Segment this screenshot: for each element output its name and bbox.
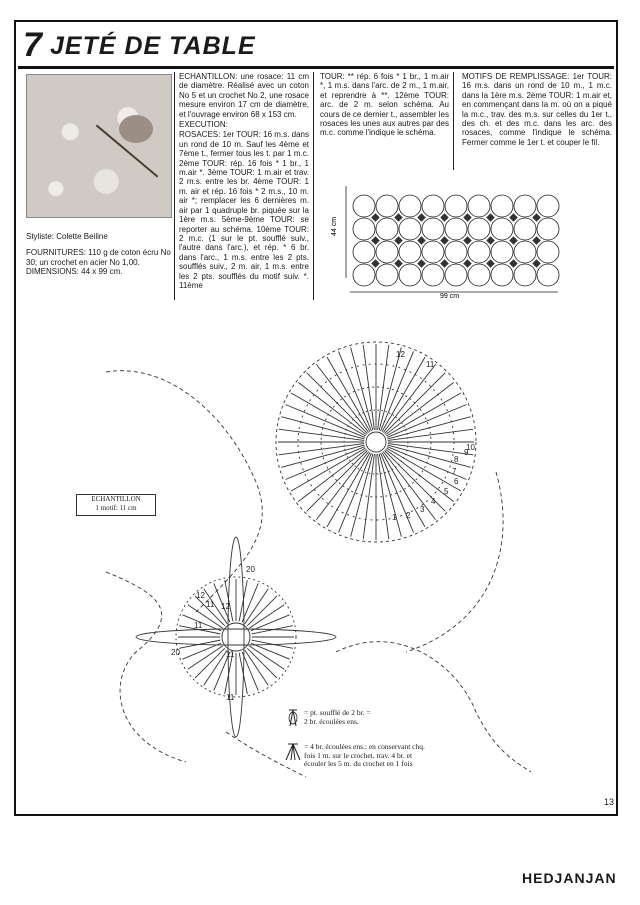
filler-cell [440, 236, 448, 244]
rosette-cell [445, 218, 467, 240]
width-label: 99 cm [440, 293, 460, 300]
rosette-cell [468, 241, 490, 263]
stitch-mark [388, 444, 473, 455]
rosette-cell [537, 218, 559, 240]
filler-cell [532, 213, 540, 221]
round-number: 10 [466, 443, 475, 452]
round-number: 12 [396, 350, 405, 359]
rosette-cell [353, 218, 375, 240]
round-number: 6 [454, 477, 459, 486]
round-number: 8 [454, 455, 459, 464]
round-number: 3 [420, 505, 425, 514]
rosette-cell [514, 264, 536, 286]
rosette-cell [376, 264, 398, 286]
filler-cell [486, 259, 494, 267]
rosette-cell [514, 241, 536, 263]
rosette-cell [537, 264, 559, 286]
stitch-mark [307, 450, 368, 511]
round-numbers [171, 350, 475, 702]
materials-block [26, 248, 176, 277]
layout-diagram [328, 182, 568, 300]
instructions-column-2 [316, 72, 454, 170]
round-number: 5 [444, 487, 449, 496]
rosette-cell [468, 264, 490, 286]
round-number: 20 [171, 648, 180, 657]
filler-cell [532, 236, 540, 244]
rosette-cell [445, 241, 467, 263]
stitch-mark [247, 648, 277, 678]
page-header [16, 22, 616, 66]
stitch-mark [384, 450, 445, 511]
filler-cell [463, 236, 471, 244]
rosette-cell [514, 195, 536, 217]
rosette-cell [376, 195, 398, 217]
puff-stitch-icon [286, 708, 300, 728]
stitch-mark [307, 373, 368, 434]
round-number: 11 [194, 621, 203, 630]
rosette-cell [445, 195, 467, 217]
doily-photo [26, 74, 172, 218]
legend-text: = 4 br. écoulées ens.: en conservant chq. [304, 742, 425, 751]
rosette-cell [468, 195, 490, 217]
rosette-cell [468, 218, 490, 240]
rosette-upper [276, 342, 476, 542]
watermark: HEDJANJAN [522, 870, 617, 886]
round-number: 20 [246, 565, 255, 574]
dimensions-text: DIMENSIONS: 44 x 99 cm. [26, 267, 123, 276]
rosette-grid [353, 195, 559, 286]
page-title: JETÉ DE TABLE [50, 32, 256, 60]
page-number: 13 [604, 797, 615, 807]
rosette-cell [514, 218, 536, 240]
stitch-mark [384, 373, 445, 434]
filler-cell [440, 259, 448, 267]
filler-cell [394, 259, 402, 267]
stitch-mark [279, 444, 364, 455]
filler-cell [463, 213, 471, 221]
rosette-cell [491, 241, 513, 263]
round-number: 11 [226, 650, 235, 659]
filler-motif [136, 537, 336, 737]
round-number: 1 [392, 513, 397, 522]
rosette-cell [353, 264, 375, 286]
paragraph: MOTIFS DE REMPLISSAGE: 1er TOUR: 16 m.s. dans un rond de 10 m., 1 m.c. dans la 1ère m.s. 2ème TOUR: 1 m.air et, en commençant dans la m. où on a piqué la m.c., trav. des m.s. sur celles du 1er t., des ch. et des m.c. dans les arc. des rosaces, comme l'indique le schéma. Fermer comme le 1er t. et couper le fil. [462, 72, 612, 147]
rosette-cell [422, 264, 444, 286]
rosette-cell [353, 195, 375, 217]
rosette-cell [537, 241, 559, 263]
filler-cell [509, 213, 517, 221]
rosette-cell [376, 241, 398, 263]
height-label: 44 cm [331, 216, 338, 236]
rosette-cell [399, 241, 421, 263]
stitch-mark [195, 648, 225, 678]
round-number: 9 [464, 448, 469, 457]
filler-cell [371, 259, 379, 267]
rosette-cell [537, 195, 559, 217]
sample-title: ECHANTILLON [91, 495, 141, 503]
section-number: 7 [23, 26, 42, 64]
rosette-cell [491, 264, 513, 286]
chain-arc [106, 371, 262, 612]
legend-text: = pt. soufflé de 2 br. = [304, 708, 371, 717]
filler-cell [371, 236, 379, 244]
stitch-mark [363, 454, 374, 539]
sample-size: 1 motif: 11 cm [95, 504, 137, 512]
rosette-cell [399, 218, 421, 240]
filler-cell [417, 213, 425, 221]
rosette-cell [399, 264, 421, 286]
rosette-cell [491, 218, 513, 240]
paragraph: TOUR: ** rép. 6 fois * 1 br., 1 m.air *, 1 m.s. dans l'arc. de 2 m., 1 m.air, et reprendre à **. 12ème TOUR: arc. de 2 m. selon schéma. Au cours de ce dernier t., assembler les rosaces les unes aux autres par des m.c. comme l'indique le schéma. [320, 72, 449, 138]
paragraph: EXECUTION: [179, 120, 228, 130]
rosette-cell [399, 195, 421, 217]
round-number: 11 [426, 360, 435, 369]
filler-cell [417, 236, 425, 244]
legend-text: fois 1 m. sur le crochet, trav. 4 br. et [304, 750, 413, 760]
header-rule [18, 66, 614, 69]
filler-cell [371, 213, 379, 221]
stylist-credit: Styliste: Colette Beiline [26, 232, 108, 241]
teacup-shape [119, 115, 153, 143]
four-treble-icon [284, 742, 302, 762]
round-number: 12 [221, 602, 230, 611]
legend-entry-four-treble [304, 743, 425, 769]
stitch-mark [378, 454, 389, 539]
rosette-cell [422, 241, 444, 263]
filler-cell [509, 236, 517, 244]
round-number: 12 [196, 591, 205, 600]
filler-cell [394, 236, 402, 244]
legend-text: 2 br. écoulées ens. [304, 716, 359, 726]
rosette-cell [445, 264, 467, 286]
paragraph: ECHANTILLON: une rosace: 11 cm de diamètre. Réalisé avec un coton No 5 et un crochet No 2, une rosace mesure environ 17 cm de diamètre, et l'ouvrage environ 68 x 153 cm. [179, 72, 309, 119]
instructions-column-3 [456, 72, 616, 148]
filler-cell [463, 259, 471, 267]
legend-text: écouler les 5 m. du crochet en 1 fois [304, 759, 413, 768]
page-frame [14, 20, 618, 816]
chain-arc [106, 572, 186, 762]
filler-cell [394, 213, 402, 221]
round-number: 11 [206, 600, 215, 609]
rosette-cell [376, 218, 398, 240]
sample-box [76, 494, 156, 516]
round-number: 4 [431, 497, 436, 506]
rosette-cell [491, 195, 513, 217]
round-number: 7 [452, 467, 457, 476]
rosette-cell [353, 241, 375, 263]
stitch-mark [247, 596, 277, 626]
chain-arc [406, 472, 503, 652]
round-number: 2 [406, 511, 411, 520]
stitch-rays [278, 344, 474, 540]
fournitures-text: FOURNITURES: 110 g de coton écru No 30; un crochet en acier No 1,00. [26, 248, 171, 267]
filler-cell [486, 236, 494, 244]
filler-cell [417, 259, 425, 267]
legend-entry-puff [304, 709, 371, 726]
rosette-cell [422, 218, 444, 240]
instructions-column-1 [174, 72, 314, 300]
rosette-cell [422, 195, 444, 217]
filler-cell [532, 259, 540, 267]
paragraph: ROSACES: 1er TOUR: 16 m.s. dans un rond de 10 m. Sauf les 4ème et 7ème t., fermer tous les t. par 1 m.c. 2ème TOUR: rép. 16 fois * 1 br., 1 m.air *. 3ème TOUR: 1 m.air et trav. 2 m.s. entre les br. 4ème TOUR: 1 m. air et rép. 16 fois * 2 m.s., 10 m. air *; remplacer les 6 dernières m. air par 1 quadruple br. piquée sur la 1ère m.s. 5ème-9ème TOUR: se reporter au schéma. 10ème TOUR: 2 m.c. (1 sur le pt. soufflé suiv., l'autre dans l'arc.), et rép. * 6 br. dans l'arc., 1 m.s. entre les 2 pts. soufflés suiv., 2 m. air, 1 m.s. entre les 2 pts. soufflés du motif suiv. *. 11ème [179, 130, 309, 290]
filler-cell [486, 213, 494, 221]
stitch-mark [378, 345, 389, 430]
round-number: 11 [226, 693, 235, 702]
filler-cell [440, 213, 448, 221]
filler-cell [509, 259, 517, 267]
